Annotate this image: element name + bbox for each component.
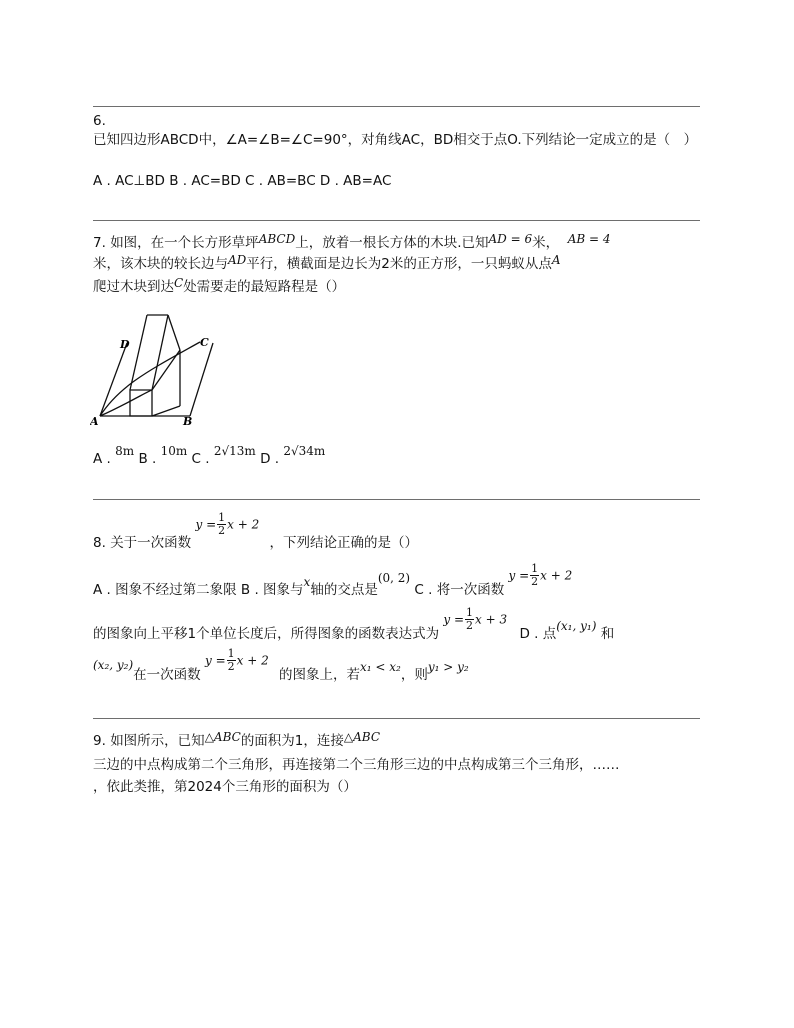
q8-point-2: (x₂, y₂) [93, 657, 134, 672]
q8-text: 的图象上，若 [279, 666, 361, 683]
q8-line-3 [93, 606, 615, 642]
q7-opt-c: C . [191, 451, 210, 467]
q9-line-1 [93, 729, 380, 749]
q9-line-3: ，依此类推，第2024个三角形的面积为（） [93, 779, 357, 795]
q6-options: A . AC⊥BD B . AC=BD C . AB=BC D . AB=AC [93, 173, 392, 189]
q7-ab-eq: AB = 4 [567, 232, 611, 246]
q7-line-2 [93, 252, 561, 272]
separator-q7 [93, 220, 700, 221]
q8-line-1 [93, 511, 419, 551]
q9-text: 如图所示，已知 [110, 733, 205, 749]
q7-point-c: C [174, 276, 184, 290]
q7-label-c: C [200, 336, 209, 349]
q7-text: 米， [532, 235, 560, 251]
q7-text: 平行，横截面是边长为2米的正方形，一只蚂蚁从点 [246, 256, 552, 272]
q7-label-d: D [120, 338, 130, 351]
q7-point-a: A [551, 253, 561, 267]
q8-text: 轴的交点是 [310, 581, 378, 598]
q8-point-1: (x₁, y₁) [556, 618, 597, 633]
q8-fn-rest: x + 2 [540, 568, 573, 583]
q8-fn-y: y = [195, 517, 217, 532]
q7-val-b: 10m [160, 444, 188, 458]
q7-ad-eq: AD = 6 [488, 232, 533, 246]
q7-text: 米，该木块的较长边与 [93, 256, 228, 272]
q8-x: x [303, 574, 311, 589]
q9-text: 的面积为1，连接 [240, 733, 344, 749]
q9-triangle: △ABC [343, 730, 381, 744]
q7-val-a: 8m [115, 444, 135, 458]
q8-text: 的图象向上平移1个单位长度后，所得图象的函数表达式为 [93, 625, 440, 642]
q7-val-c: 2√13m [213, 444, 256, 458]
q8-fn-rest: x + 2 [236, 653, 269, 668]
q8-line-2 [93, 562, 573, 598]
separator-q6 [93, 106, 700, 107]
q6-stem: 已知四边形ABCD中，∠A=∠B=∠C=90°，对角线AC，BD相交于点O.下列结论一定成立的是（ ） [93, 132, 698, 148]
q7-figure [90, 310, 220, 428]
q7-options [93, 444, 326, 467]
q7-text: 爬过木块到达 [93, 279, 174, 295]
q9-line-2: 三边的中点构成第二个三角形，再连接第二个三角形三边的中点构成第三个三角形，…… [93, 757, 620, 773]
q8-point: (0, 2) [377, 570, 411, 585]
q8-fn-shifted: x + 3 [475, 612, 508, 627]
q8-fraction: $\frac{1}{2}$ [227, 647, 235, 673]
q8-condition: x₁ < x₂ [360, 659, 401, 674]
q8-fn-rest: x + 2 [227, 517, 260, 532]
q8-text: 关于一次函数 [110, 534, 192, 551]
q7-opt-d: D . [260, 451, 280, 467]
q8-text: 和 [600, 625, 615, 642]
q8-number: 8. [93, 534, 106, 551]
q8-text: ，则 [400, 666, 428, 683]
q8-text: ，下列结论正确的是（） [269, 534, 419, 551]
q7-label-b: B [183, 415, 193, 428]
q7-val-d: 2√34m [283, 444, 326, 458]
q7-text: 如图，在一个长方形草坪 [110, 235, 259, 251]
q7-line-3 [93, 275, 345, 295]
q7-abcd: ABCD [258, 232, 296, 246]
q8-fn-y: y = [204, 653, 226, 668]
separator-q9 [93, 718, 700, 719]
q7-label-a: A [90, 415, 99, 428]
q7-ad: AD [228, 253, 247, 267]
q7-text: 上，放着一根长方体的木块.已知 [295, 235, 489, 251]
q8-line-4 [93, 647, 469, 683]
q7-number: 7. [93, 235, 106, 251]
q8-fraction: $\frac{1}{2}$ [531, 562, 539, 588]
q8-option-d: D . 点 [519, 625, 557, 642]
q8-fraction: $\frac{1}{2}$ [218, 511, 226, 537]
q9-triangle: △ABC [204, 730, 241, 744]
q8-fn-y: y = [443, 612, 465, 627]
q9-number: 9. [93, 733, 106, 749]
q8-fn-y: y = [508, 568, 530, 583]
q7-text: 处需要走的最短路程是（） [183, 279, 346, 295]
q7-opt-b: B . [138, 451, 157, 467]
q8-option-c: C . 将一次函数 [414, 581, 505, 598]
q8-text: 在一次函数 [133, 666, 201, 683]
q8-fraction: $\frac{1}{2}$ [466, 606, 474, 632]
separator-q8 [93, 499, 700, 500]
q6-number: 6. [93, 113, 106, 129]
q8-result: y₁ > y₂ [427, 659, 469, 674]
q8-option-a: A . 图象不经过第二象限 B . 图象与 [93, 581, 304, 598]
q7-line-1 [93, 231, 611, 251]
q7-opt-a: A . [93, 451, 111, 467]
